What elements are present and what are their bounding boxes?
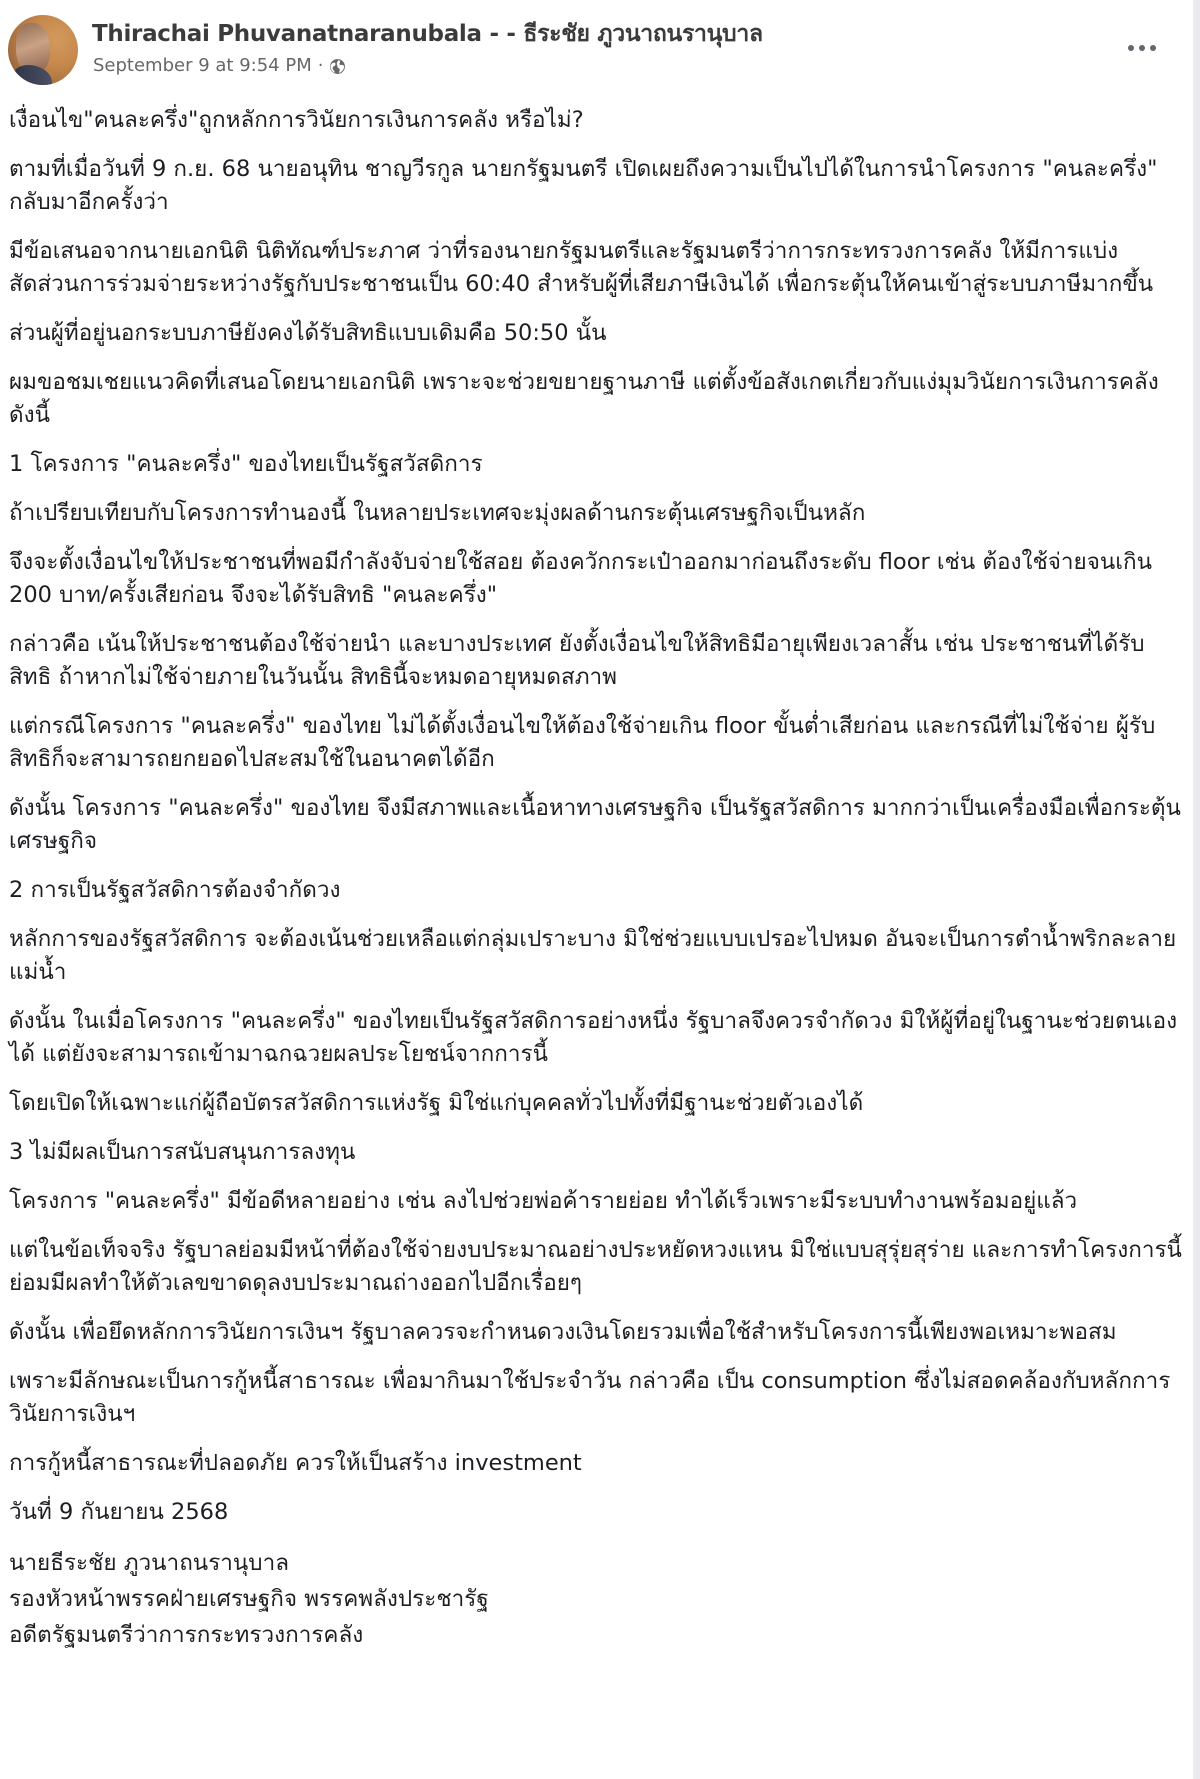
- post-date: วันที่ 9 กันยายน 2568: [9, 1499, 229, 1525]
- post-options-button[interactable]: [1122, 36, 1162, 60]
- section-heading-1: 1 โครงการ "คนละครึ่ง" ของไทยเป็นรัฐสวัสดิการ: [9, 451, 483, 477]
- post-paragraph: ดังนั้น โครงการ "คนละครึ่ง" ของไทย จึงมีสภาพและเนื้อหาทางเศรษฐกิจ เป็นรัฐสวัสดิการ มากกว่าเป็นเครื่องมือเพื่อกระตุ้นเศรษฐกิจ: [9, 795, 1181, 854]
- section-heading-2: 2 การเป็นรัฐสวัสดิการต้องจำกัดวง: [9, 877, 341, 903]
- post-paragraph: ผมขอชมเชยแนวคิดที่เสนอโดยนายเอกนิติ เพราะจะช่วยขยายฐานภาษี แต่ตั้งข้อสังเกตเกี่ยวกับแง่มุมวินัยการเงินการคลัง ดังนี้: [9, 369, 1159, 428]
- post-paragraph: โครงการ "คนละครึ่ง" มีข้อดีหลายอย่าง เช่น ลงไปช่วยพ่อค้ารายย่อย ทำได้เร็วเพราะมีระบบทำงานพร้อมอยู่แล้ว: [9, 1188, 1078, 1214]
- ellipsis-icon: [1150, 45, 1156, 51]
- post-paragraph: เพราะมีลักษณะเป็นการกู้หนี้สาธารณะ เพื่อมากินมาใช้ประจำวัน กล่าวคือ เป็น consumption ซึ่งไม่สอดคล้องกับหลักการวินัยการเงินฯ: [9, 1368, 1171, 1427]
- author-name-link[interactable]: Thirachai Phuvanatnaranubala - - ธีระชัย ภูวนาถนรานุบาล: [92, 21, 763, 47]
- post-body: [9, 104, 1184, 1653]
- post-paragraph: โดยเปิดให้เฉพาะแก่ผู้ถือบัตรสวัสดิการแห่งรัฐ มิใช่แก่บุคคลทั่วไปทั้งที่มีฐานะช่วยตัวเองได้: [9, 1090, 864, 1116]
- post-timestamp-link[interactable]: September 9 at 9:54 PM: [93, 55, 312, 76]
- signature-name: นายธีระชัย ภูวนาถนรานุบาล: [9, 1550, 289, 1576]
- page-scroll-edge: [1193, 0, 1200, 1779]
- signature-block: [9, 1545, 1184, 1653]
- post-paragraph: หลักการของรัฐสวัสดิการ จะต้องเน้นช่วยเหลือแต่กลุ่มเปราะบาง มิใช่ช่วยแบบเปรอะไปหมด อันจะเป็นการตำน้ำพริกละลายแม่น้ำ: [9, 926, 1177, 985]
- post-paragraph: แต่ในข้อเท็จจริง รัฐบาลย่อมมีหน้าที่ต้องใช้จ่ายงบประมาณอย่างประหยัดหวงแหน มิใช่แบบสุรุ่ยสุร่าย และการทำโครงการนี้ย่อมมีผลทำให้ตัวเลขขาดดุลงบประมาณถ่างออกไปอีกเรื่อยๆ: [9, 1237, 1182, 1296]
- post-meta: [93, 55, 346, 76]
- meta-separator: ·: [317, 55, 324, 76]
- post-headline: เงื่อนไข"คนละครึ่ง"ถูกหลักการวินัยการเงินการคลัง หรือไม่?: [9, 107, 584, 133]
- post-paragraph: การกู้หนี้สาธารณะที่ปลอดภัย ควรให้เป็นสร้าง investment: [9, 1450, 582, 1476]
- post-paragraph: ดังนั้น เพื่อยึดหลักการวินัยการเงินฯ รัฐบาลควรจะกำหนดวงเงินโดยรวมเพื่อใช้สำหรับโครงการนี้เพียงพอเหมาะพอสม: [9, 1319, 1117, 1345]
- post-paragraph: จึงจะตั้งเงื่อนไขให้ประชาชนที่พอมีกำลังจับจ่ายใช้สอย ต้องควักกระเป๋าออกมาก่อนถึงระดับ floor เช่น ต้องใช้จ่ายจนเกิน 200 บาท/ครั้งเสียก่อน จึงจะได้รับสิทธิ "คนละครึ่ง": [9, 549, 1152, 608]
- avatar-suit: [12, 65, 52, 85]
- post-paragraph: แต่กรณีโครงการ "คนละครึ่ง" ของไทย ไม่ได้ตั้งเงื่อนไขให้ต้องใช้จ่ายเกิน floor ขั้นต่ำเสียก่อน และกรณีที่ไม่ใช้จ่าย ผู้รับสิทธิก็จะสามารถยกยอดไปสะสมใช้ในอนาคตได้อีก: [9, 713, 1156, 772]
- post-paragraph: ดังนั้น ในเมื่อโครงการ "คนละครึ่ง" ของไทยเป็นรัฐสวัสดิการอย่างหนึ่ง รัฐบาลจึงควรจำกัดวง มิให้ผู้ที่อยู่ในฐานะช่วยตนเองได้ แต่ยังจะสามารถเข้ามาฉกฉวยผลประโยชน์จากการนี้: [9, 1008, 1178, 1067]
- post-header: [0, 0, 1193, 100]
- section-heading-3: 3 ไม่มีผลเป็นการสนับสนุนการลงทุน: [9, 1139, 356, 1165]
- post-paragraph: ส่วนผู้ที่อยู่นอกระบบภาษียังคงได้รับสิทธิแบบเดิมคือ 50:50 นั้น: [9, 320, 607, 346]
- ellipsis-icon: [1128, 45, 1134, 51]
- post-paragraph: มีข้อเสนอจากนายเอกนิติ นิติทัณฑ์ประภาศ ว่าที่รองนายกรัฐมนตรีและรัฐมนตรีว่าการกระทรวงการคลัง ให้มีการแบ่งสัดส่วนการร่วมจ่ายระหว่างรัฐกับประชาชนเป็น 60:40 สำหรับผู้ที่เสียภาษีเงินได้ เพื่อกระตุ้นให้คนเข้าสู่ระบบภาษีมากขึ้น: [9, 238, 1154, 297]
- ellipsis-icon: [1139, 45, 1145, 51]
- signature-title: รองหัวหน้าพรรคฝ่ายเศรษฐกิจ พรรคพลังประชารัฐ: [9, 1586, 489, 1612]
- signature-title: อดีตรัฐมนตรีว่าการกระทรวงการคลัง: [9, 1622, 364, 1648]
- author-avatar[interactable]: [8, 15, 78, 85]
- post-paragraph: ตามที่เมื่อวันที่ 9 ก.ย. 68 นายอนุทิน ชาญวีรกูล นายกรัฐมนตรี เปิดเผยถึงความเป็นไปได้ในการนำโครงการ "คนละครึ่ง" กลับมาอีกครั้งว่า: [9, 156, 1158, 215]
- post-paragraph: ถ้าเปรียบเทียบกับโครงการทำนองนี้ ในหลายประเทศจะมุ่งผลด้านกระตุ้นเศรษฐกิจเป็นหลัก: [9, 500, 866, 526]
- post-paragraph: กล่าวคือ เน้นให้ประชาชนต้องใช้จ่ายนำ และบางประเทศ ยังตั้งเงื่อนไขให้สิทธิมีอายุเพียงเวลาสั้น เช่น ประชาชนที่ได้รับสิทธิ ถ้าหากไม่ใช้จ่ายภายในวันนั้น สิทธินี้จะหมดอายุหมดสภาพ: [9, 631, 1145, 690]
- globe-icon[interactable]: [329, 58, 346, 75]
